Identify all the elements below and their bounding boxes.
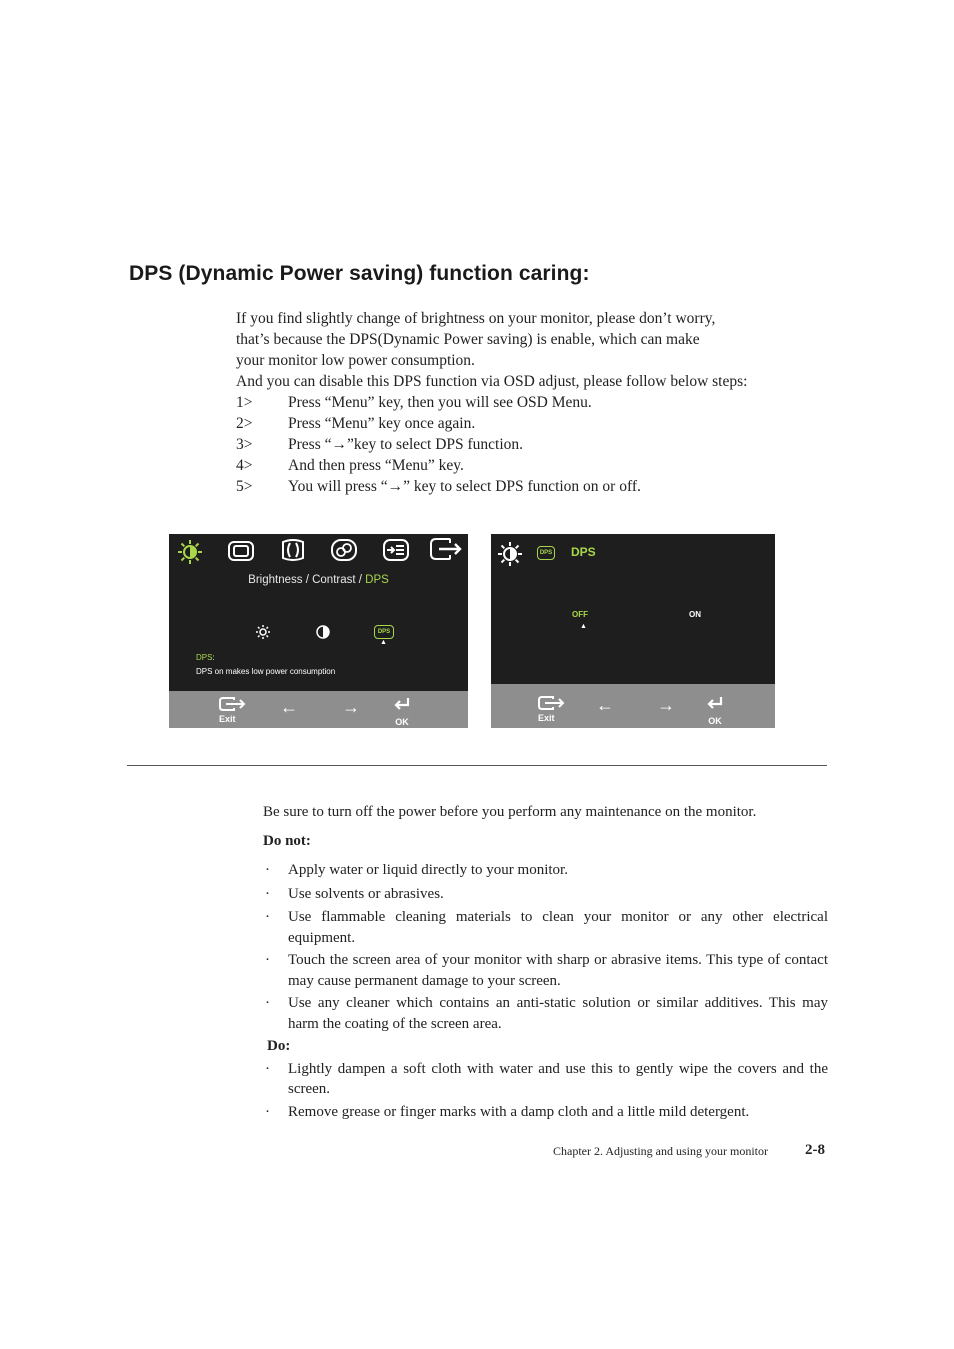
menu-path-brightness: Brightness [248,574,303,586]
brightness-icon [177,539,203,565]
donot-item-text: Touch the screen area of your monitor with sharp or abrasive items. This type of contact may cause permanent damage to your screen. [288,952,828,989]
dps-icon: DPS [537,546,555,560]
maintenance-intro: Be sure to turn off the power before you perform any maintenance on the monitor. [263,804,757,820]
enter-icon [393,697,411,712]
step-item [236,476,641,497]
menu-path-dps: DPS [365,574,389,586]
dps-off-option[interactable]: OFF [572,610,588,619]
bullet: · [265,1060,270,1077]
step-text: And then press “Menu” key. [288,457,464,474]
menu-path-contrast: Contrast [312,574,356,586]
selection-marker-icon: ▲ [580,623,587,630]
exit-button[interactable] [538,695,566,723]
bullet: · [265,885,270,902]
donot-item [263,860,828,881]
left-arrow-button[interactable] [596,697,614,713]
ok-button[interactable] [706,696,724,726]
ok-button[interactable] [393,697,411,727]
maintenance-section [263,802,828,1122]
step-number: 5> [236,478,253,495]
step-item [236,434,641,455]
footer-chapter: Chapter 2. Adjusting and using your monitor [553,1144,768,1158]
dps-label-colon: : [212,653,215,662]
osd-screenshot-main-menu [169,534,468,728]
step-text: You will press “→” key to select DPS function on or off. [288,478,641,495]
bullet: · [265,952,270,968]
intro-paragraph [236,308,836,392]
osd-screenshot-dps-menu [491,534,775,728]
bullet: · [265,1103,270,1120]
osd-button-bar [169,691,468,728]
left-arrow-button[interactable] [280,699,298,715]
dps-title: DPS [571,545,596,559]
contrast-sub-icon [316,625,330,639]
step-item [236,413,641,434]
menu-path-separator: / [355,574,366,586]
donot-item-text: Use solvents or abrasives. [288,885,444,902]
right-arrow-icon: → [657,695,675,715]
intro-line: If you find slightly change of brightness on your monitor, please don’t worry, [236,310,716,327]
exit-label: Exit [538,713,555,723]
donot-item [263,950,828,991]
exit-button-icon [219,696,247,712]
step-text: Press “Menu” key, then you will see OSD Menu. [288,394,592,411]
section-heading: DPS (Dynamic Power saving) function caring: [129,262,590,285]
do-label: Do: [267,1038,291,1054]
do-item [263,1059,828,1100]
right-arrow-button[interactable] [342,699,360,715]
exit-button[interactable] [219,696,247,724]
dps-description: DPS on makes low power consumption [196,667,336,676]
right-arrow-icon: → [342,697,360,717]
dps-sub-icon: DPS [374,625,394,639]
page-number: 2-8 [805,1142,825,1158]
right-arrow-button[interactable] [657,697,675,713]
intro-line: that’s because the DPS(Dynamic Power saving) is enable, which can make [236,331,700,348]
step-number: 4> [236,457,253,474]
options-icon [383,539,409,561]
left-arrow-icon: ← [596,695,614,715]
selection-marker-icon: ▲ [380,639,387,646]
image-setup-icon [280,539,306,561]
menu-path [169,574,468,586]
steps-list [236,392,641,497]
do-item-text: Lightly dampen a soft cloth with water and use this to gently wipe the covers and the screen. [288,1060,828,1097]
enter-icon [706,696,724,711]
exit-icon [430,538,462,560]
osd-button-bar [491,684,775,728]
bullet: · [265,909,270,925]
step-number: 3> [236,436,253,453]
ok-label: OK [395,717,409,727]
intro-line: your monitor low power consumption. [236,352,475,369]
section-divider [127,765,827,766]
step-item [236,392,641,413]
donot-label: Do not: [263,832,311,849]
dps-label-text: DPS [196,653,213,662]
left-arrow-icon: ← [280,697,298,717]
brightness-icon [497,541,523,567]
donot-item [263,907,828,948]
dps-on-option[interactable]: ON [689,610,701,619]
donot-item [263,884,828,905]
do-item-text: Remove grease or finger marks with a damp cloth and a little mild detergent. [288,1103,750,1120]
donot-item-text: Use any cleaner which contains an anti-static solution or similar additives. This may harm the coating of the screen area. [288,995,828,1032]
brightness-sub-icon [256,625,270,639]
bullet: · [265,995,270,1011]
color-icon [331,538,357,562]
donot-item-text: Apply water or liquid directly to your monitor. [288,862,568,878]
exit-label: Exit [219,714,236,724]
dps-label [196,653,215,662]
intro-line: And you can disable this DPS function via OSD adjust, please follow below steps: [236,373,748,390]
image-position-icon [228,541,254,561]
donot-item [263,993,828,1034]
ok-label: OK [708,716,722,726]
bullet: · [265,862,270,878]
exit-button-icon [538,695,566,711]
do-item [263,1102,828,1123]
step-item [236,455,641,476]
menu-path-separator: / [302,574,313,586]
step-number: 2> [236,415,253,432]
step-text: Press “Menu” key once again. [288,415,476,432]
step-number: 1> [236,394,253,411]
step-text: Press “→”key to select DPS function. [288,436,524,453]
donot-item-text: Use flammable cleaning materials to clean your monitor or any other electrical equipment. [288,909,828,946]
